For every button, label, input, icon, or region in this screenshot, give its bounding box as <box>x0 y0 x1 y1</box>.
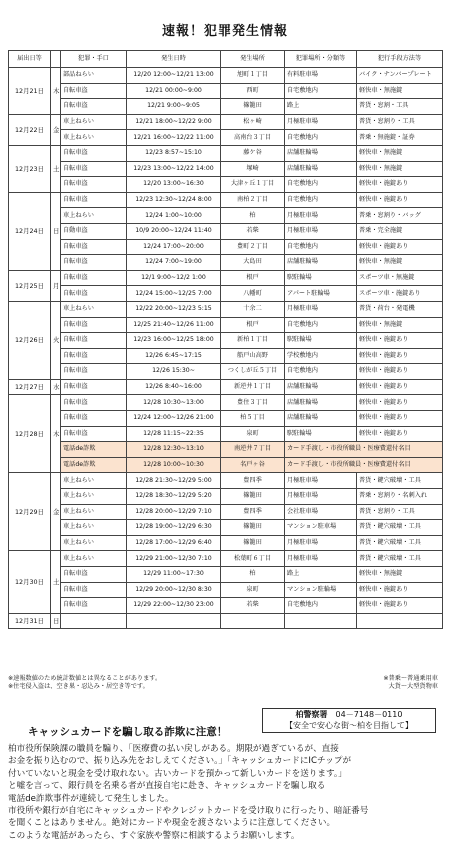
crime-table <box>8 50 443 629</box>
crime-type-cell: 車上ねらい <box>61 208 127 224</box>
crime-type-cell: 電話de詐欺 <box>61 457 127 473</box>
method-cell: 普貨・鍵穴破壊・工具 <box>357 551 443 567</box>
page-title: 速報！犯罪発生情報 <box>161 24 288 39</box>
table-row <box>9 426 443 442</box>
table-row <box>9 504 443 520</box>
warning-line: 市役所や銀行が自宅にキャッシュカードやクレジットカードを受け取りに行ったり、暗証番号 <box>8 806 369 817</box>
place-cell: 新逆井１丁目 <box>221 379 285 395</box>
weekday-cell: 日 <box>51 613 61 629</box>
crime-type-cell: 自転車盗 <box>61 395 127 411</box>
method-cell: 軽快車・施錠あり <box>357 379 443 395</box>
crime-type-cell: 車上ねらい <box>61 551 127 567</box>
note-right-2: 大貨～大型貨物車 <box>388 683 438 690</box>
place-cell: 柏 <box>221 208 285 224</box>
method-cell: 普貨・窓割り・工具 <box>357 504 443 520</box>
police-name: 柏警察署 <box>295 710 328 719</box>
datetime-cell: 12/29 22:00~12/30 23:00 <box>127 598 221 614</box>
crime-type-cell: 自転車盗 <box>61 161 127 177</box>
site-cell: アパート駐輪場 <box>285 286 357 302</box>
place-cell: 根戸 <box>221 270 285 286</box>
site-cell: マンション駐輪場 <box>285 582 357 598</box>
report-date-cell: 12月28日 <box>9 395 51 473</box>
weekday-cell: 土 <box>51 145 61 192</box>
datetime-cell: 12/26 15:30~ <box>127 364 221 380</box>
crime-type-cell: 自転車盗 <box>61 379 127 395</box>
place-cell: 旭町１丁目 <box>221 68 285 84</box>
crime-type-cell: 車上ねらい <box>61 130 127 146</box>
method-cell: 普乗・窓割り・バッグ <box>357 208 443 224</box>
weekday-cell: 月 <box>51 270 61 301</box>
datetime-cell: 12/24 7:00~19:00 <box>127 255 221 271</box>
crime-type-cell: 電話de詐欺 <box>61 442 127 458</box>
site-cell: 店舗駐輪場 <box>285 395 357 411</box>
table-row <box>9 395 443 411</box>
place-cell: 塚崎 <box>221 161 285 177</box>
table-row <box>9 145 443 161</box>
site-cell: 店舗駐輪場 <box>285 145 357 161</box>
place-cell: 豊住３丁目 <box>221 395 285 411</box>
weekday-cell: 土 <box>51 551 61 613</box>
crime-type-cell: 自転車盗 <box>61 317 127 333</box>
datetime-cell: 12/20 12:00~12/21 13:00 <box>127 68 221 84</box>
place-cell: 柏 <box>221 567 285 583</box>
table-row <box>9 613 443 629</box>
method-cell: 軽快車・無施錠 <box>357 83 443 99</box>
method-cell: 軽快車・無施錠 <box>357 161 443 177</box>
site-cell: 路上 <box>285 99 357 115</box>
crime-type-cell: 自転車盗 <box>61 582 127 598</box>
weekday-cell: 金 <box>51 114 61 145</box>
place-cell: 松ヶ崎 <box>221 114 285 130</box>
report-date-cell: 12月21日 <box>9 68 51 115</box>
datetime-cell: 12/1 9:00~12/2 1:00 <box>127 270 221 286</box>
table-row <box>9 551 443 567</box>
place-cell: 新柏１丁目 <box>221 333 285 349</box>
warning-line: お金を振り込むので、振り込み先をおしえてください。」「キャッシュカードにICチップが <box>8 756 352 767</box>
crime-type-cell: 自転車盗 <box>61 426 127 442</box>
table-row <box>9 68 443 84</box>
method-cell: 軽快車・施錠あり <box>357 348 443 364</box>
report-date-cell: 12月25日 <box>9 270 51 301</box>
report-date-cell: 12月27日 <box>9 379 51 395</box>
warning-line: 電話de詐欺事件が連続して発生しました。 <box>8 793 174 804</box>
crime-type-cell: 自転車盗 <box>61 83 127 99</box>
crime-type-cell: 車上ねらい <box>61 489 127 505</box>
method-cell: 軽快車・無施錠 <box>357 317 443 333</box>
site-cell: 自宅敷地内 <box>285 192 357 208</box>
crime-type-cell: 自転車盗 <box>61 364 127 380</box>
site-cell: 駅駐輪場 <box>285 333 357 349</box>
table-header-row <box>9 51 443 68</box>
crime-type-cell: 自転車盗 <box>61 239 127 255</box>
table-row <box>9 286 443 302</box>
table-row <box>9 520 443 536</box>
warning-line: 柏市役所保険課の職員を騙り、「医療費の払い戻しがある。期限が過ぎているが、直接 <box>8 744 339 754</box>
site-cell: 駅駐輪場 <box>285 426 357 442</box>
method-cell: 軽快車・施錠あり <box>357 411 443 427</box>
table-row <box>9 255 443 271</box>
datetime-cell: 12/23 16:00~12/25 18:00 <box>127 333 221 349</box>
site-cell: 路上 <box>285 567 357 583</box>
table-row <box>9 223 443 239</box>
datetime-cell: 12/28 20:00~12/29 7:10 <box>127 504 221 520</box>
site-cell: 学校敷地内 <box>285 348 357 364</box>
method-cell: 普貨・荷台・発電機 <box>357 301 443 317</box>
table-row <box>9 364 443 380</box>
method-cell: 普貨・鍵穴破壊・工具 <box>357 535 443 551</box>
site-cell: 自宅敷地内 <box>285 130 357 146</box>
datetime-cell: 12/28 21:30~12/29 5:00 <box>127 473 221 489</box>
header-datetime: 発生日時 <box>127 51 221 68</box>
datetime-cell: 12/21 16:00~12/22 11:00 <box>127 130 221 146</box>
table-row <box>9 379 443 395</box>
site-cell: 店舗駐輪場 <box>285 161 357 177</box>
method-cell: 軽快車・施錠あり <box>357 333 443 349</box>
crime-type-cell: 自転車盗 <box>61 286 127 302</box>
method-cell: 軽快車・施錠あり <box>357 192 443 208</box>
datetime-cell: 12/21 18:00~12/22 9:00 <box>127 114 221 130</box>
datetime-cell: 12/24 15:00~12/25 7:00 <box>127 286 221 302</box>
police-phone: 04－7148－0110 <box>335 710 403 719</box>
warning-line: 付いていないと現金を受け取れない。古いカードを預かって新しいカードを送ります。」 <box>8 768 347 779</box>
note-2: ※住宅侵入盗は、空き巣・忍込み・居空き等です。 <box>8 683 149 690</box>
datetime-cell: 12/28 12:30~13:10 <box>127 442 221 458</box>
site-cell: 月極駐車場 <box>285 473 357 489</box>
place-cell: 藤ケ谷 <box>221 145 285 161</box>
site-cell: 月極駐車場 <box>285 223 357 239</box>
weekday-cell: 日 <box>51 192 61 270</box>
datetime-cell: 12/22 20:00~12/23 5:15 <box>127 301 221 317</box>
table-row <box>9 83 443 99</box>
header-method: 犯行手段方法等 <box>357 51 443 68</box>
table-row <box>9 598 443 614</box>
report-date-cell: 12月29日 <box>9 473 51 551</box>
site-cell: 自宅敷地内 <box>285 364 357 380</box>
method-cell: 普乗・窓割り・名刺入れ <box>357 489 443 505</box>
table-row <box>9 411 443 427</box>
situation-cell: カード手渡し・市役所職員・医療費還付名目 <box>285 442 443 458</box>
site-cell: 月極駐車場 <box>285 535 357 551</box>
table-row <box>9 130 443 146</box>
weekday-cell: 水 <box>51 379 61 395</box>
site-cell: 有料駐車場 <box>285 68 357 84</box>
place-cell: 高南台３丁目 <box>221 130 285 146</box>
crime-type-cell: 自転車盗 <box>61 177 127 193</box>
crime-type-cell: 車上ねらい <box>61 520 127 536</box>
datetime-cell: 12/29 21:00~12/30 7:10 <box>127 551 221 567</box>
place-cell: 南柏２丁目 <box>221 192 285 208</box>
site-cell: 駅駐輪場 <box>285 270 357 286</box>
place-cell: つくしが丘５丁目 <box>221 364 285 380</box>
police-slogan: 【安全で安心な街～柏を目指して】 <box>285 721 413 730</box>
weekday-cell: 木 <box>51 68 61 115</box>
method-cell: 軽快車・施錠あり <box>357 426 443 442</box>
weekday-cell: 木 <box>51 395 61 473</box>
datetime-cell: 12/23 12:30~12/24 8:00 <box>127 192 221 208</box>
method-cell: 軽快車・施錠あり <box>357 582 443 598</box>
table-row <box>9 457 443 473</box>
crime-type-cell <box>61 613 127 629</box>
datetime-cell: 12/24 17:00~20:00 <box>127 239 221 255</box>
crime-type-cell: 自転車盗 <box>61 270 127 286</box>
table-row <box>9 301 443 317</box>
place-cell: 大津ヶ丘１丁目 <box>221 177 285 193</box>
table-row <box>9 114 443 130</box>
method-cell: 普貨・窓割・工具 <box>357 99 443 115</box>
site-cell: 月極駐車場 <box>285 208 357 224</box>
method-cell: 軽快車・無施錠 <box>357 567 443 583</box>
crime-type-cell: 自転車盗 <box>61 99 127 115</box>
method-cell: 普貨・窓割り・工具 <box>357 114 443 130</box>
crime-type-cell: 自転車盗 <box>61 255 127 271</box>
datetime-cell: 12/28 11:15~22:35 <box>127 426 221 442</box>
note-right-1: ※普乗～普通乗用車 <box>383 675 438 682</box>
crime-type-cell: 自転車盗 <box>61 348 127 364</box>
place-cell: 篠籠田 <box>221 520 285 536</box>
crime-type-cell: 車上ねらい <box>61 301 127 317</box>
site-cell: マンション駐車場 <box>285 520 357 536</box>
situation-cell: カード手渡し・市役所職員・医療費還付名目 <box>285 457 443 473</box>
site-cell: 店舗駐輪場 <box>285 411 357 427</box>
crime-type-cell: 部品ねらい <box>61 68 127 84</box>
method-cell: 普乗・無施錠・証券 <box>357 130 443 146</box>
warning-line: を聞くことはありません。絶対にカードや現金を渡さないように注意してください。 <box>8 818 336 829</box>
method-cell: 軽快車・施錠あり <box>357 364 443 380</box>
site-cell: 月極駐車場 <box>285 489 357 505</box>
table-row <box>9 208 443 224</box>
site-cell: 月極駐車場 <box>285 301 357 317</box>
datetime-cell: 12/25 21:40~12/26 11:00 <box>127 317 221 333</box>
method-cell: 軽快車・施錠あり <box>357 395 443 411</box>
crime-type-cell: 自転車盗 <box>61 598 127 614</box>
place-cell: 南逆井７丁目 <box>221 442 285 458</box>
warning-line: と嘘を言って、銀行員を名乗る者が直接自宅に赴き、キャッシュカードを騙し取る <box>8 781 326 792</box>
crime-type-cell: 自転車盗 <box>61 192 127 208</box>
datetime-cell: 12/28 19:00~12/29 6:30 <box>127 520 221 536</box>
fraud-warning-body <box>8 743 446 842</box>
datetime-cell: 12/23 8:57~15:10 <box>127 145 221 161</box>
datetime-cell: 12/28 10:00~10:30 <box>127 457 221 473</box>
crime-type-cell: 車上ねらい <box>61 114 127 130</box>
weekday-cell: 火 <box>51 301 61 379</box>
site-cell: 店舗駐輪場 <box>285 379 357 395</box>
datetime-cell <box>127 613 221 629</box>
table-row <box>9 161 443 177</box>
report-date-cell: 12月31日 <box>9 613 51 629</box>
table-row <box>9 317 443 333</box>
datetime-cell: 12/26 6:45~17:15 <box>127 348 221 364</box>
site-cell: 自宅敷地内 <box>285 83 357 99</box>
warning-line: このような電話があったら、すぐ家族や警察に相談するようお願いします。 <box>8 830 300 841</box>
datetime-cell: 12/21 00:00~9:00 <box>127 83 221 99</box>
datetime-cell: 12/29 11:00~17:30 <box>127 567 221 583</box>
method-cell: バイク・ナンバープレート <box>357 68 443 84</box>
datetime-cell: 12/20 13:00~16:30 <box>127 177 221 193</box>
table-row <box>9 348 443 364</box>
table-row <box>9 270 443 286</box>
crime-type-cell: 自動車盗 <box>61 223 127 239</box>
site-cell: 月極駐車場 <box>285 114 357 130</box>
header-site: 犯罪場所・分類等 <box>285 51 357 68</box>
place-cell: 西町 <box>221 83 285 99</box>
site-cell: 月極駐車場 <box>285 551 357 567</box>
method-cell: 普貨・鍵穴破壊・工具 <box>357 473 443 489</box>
method-cell: 普乗・完全施錠 <box>357 223 443 239</box>
site-cell: 自宅敷地内 <box>285 239 357 255</box>
note-1: ※速報数値のため統計数値とは異なることがあります。 <box>8 675 162 682</box>
place-cell: 名戸ヶ谷 <box>221 457 285 473</box>
place-cell: 若柴 <box>221 223 285 239</box>
site-cell: 会社駐車場 <box>285 504 357 520</box>
table-row <box>9 333 443 349</box>
place-cell <box>221 613 285 629</box>
header-place: 発生場所 <box>221 51 285 68</box>
table-row <box>9 582 443 598</box>
datetime-cell: 12/23 13:00~12/22 14:00 <box>127 161 221 177</box>
header-crime-type: 犯罪・手口 <box>61 51 127 68</box>
table-row <box>9 239 443 255</box>
crime-table-body <box>9 68 443 629</box>
site-cell: 自宅敷地内 <box>285 177 357 193</box>
datetime-cell: 12/26 8:40~16:00 <box>127 379 221 395</box>
crime-type-cell: 自転車盗 <box>61 333 127 349</box>
method-cell: 普貨・鍵穴破壊・工具 <box>357 520 443 536</box>
method-cell: スポーツ車・無施錠 <box>357 270 443 286</box>
table-row <box>9 567 443 583</box>
place-cell: 松葉町６丁目 <box>221 551 285 567</box>
place-cell: 十余二 <box>221 301 285 317</box>
report-date-cell: 12月22日 <box>9 114 51 145</box>
place-cell: 篠籠田 <box>221 535 285 551</box>
table-row <box>9 535 443 551</box>
report-date-cell: 12月30日 <box>9 551 51 613</box>
place-cell: 泉町 <box>221 582 285 598</box>
site-cell: 店舗駐輪場 <box>285 255 357 271</box>
police-contact-box <box>262 708 436 733</box>
datetime-cell: 12/29 20:00~12/30 8:30 <box>127 582 221 598</box>
header-dow <box>51 51 61 68</box>
datetime-cell: 12/28 17:00~12/29 6:40 <box>127 535 221 551</box>
table-row <box>9 192 443 208</box>
crime-type-cell: 自転車盗 <box>61 567 127 583</box>
place-cell: 豊四季 <box>221 504 285 520</box>
datetime-cell: 12/21 9:00~9:05 <box>127 99 221 115</box>
report-date-cell: 12月26日 <box>9 301 51 379</box>
datetime-cell: 12/28 18:30~12/29 5:20 <box>127 489 221 505</box>
method-cell: 軽快車・無施錠 <box>357 145 443 161</box>
crime-type-cell: 車上ねらい <box>61 504 127 520</box>
fraud-warning-heading: キャッシュカードを騙し取る詐欺に注意！ <box>28 726 228 738</box>
datetime-cell: 12/24 1:00~10:00 <box>127 208 221 224</box>
method-cell: 軽快車・無施錠 <box>357 255 443 271</box>
place-cell: 篠籠田 <box>221 489 285 505</box>
place-cell: 八幡町 <box>221 286 285 302</box>
place-cell: 豊四季 <box>221 473 285 489</box>
table-row <box>9 442 443 458</box>
table-row <box>9 489 443 505</box>
site-cell: 自宅敷地内 <box>285 598 357 614</box>
site-cell <box>285 613 357 629</box>
method-cell: スポーツ車・施錠あり <box>357 286 443 302</box>
police-line <box>263 709 435 720</box>
place-cell: 篠籠田 <box>221 99 285 115</box>
method-cell: 軽快車・施錠あり <box>357 177 443 193</box>
report-date-cell: 12月23日 <box>9 145 51 192</box>
crime-type-cell: 自転車盗 <box>61 411 127 427</box>
table-row <box>9 473 443 489</box>
datetime-cell: 12/24 12:00~12/26 21:00 <box>127 411 221 427</box>
crime-type-cell: 自転車盗 <box>61 145 127 161</box>
method-cell: 軽快車・施錠あり <box>357 598 443 614</box>
place-cell: 豊町２丁目 <box>221 239 285 255</box>
table-row <box>9 99 443 115</box>
header-date: 届出日等 <box>9 51 51 68</box>
site-cell: 自宅敷地内 <box>285 317 357 333</box>
notes <box>8 675 442 691</box>
place-cell: 根戸 <box>221 317 285 333</box>
method-cell <box>357 613 443 629</box>
weekday-cell: 金 <box>51 473 61 551</box>
crime-type-cell: 車上ねらい <box>61 473 127 489</box>
place-cell: 若柴 <box>221 598 285 614</box>
method-cell: 軽快車・施錠あり <box>357 239 443 255</box>
place-cell: 船戸山高野 <box>221 348 285 364</box>
report-date-cell: 12月24日 <box>9 192 51 270</box>
place-cell: 柏５丁目 <box>221 411 285 427</box>
table-row <box>9 177 443 193</box>
crime-type-cell: 車上ねらい <box>61 535 127 551</box>
datetime-cell: 10/9 20:00~12/24 11:40 <box>127 223 221 239</box>
place-cell: 大島田 <box>221 255 285 271</box>
place-cell: 泉町 <box>221 426 285 442</box>
datetime-cell: 12/28 10:30~13:00 <box>127 395 221 411</box>
